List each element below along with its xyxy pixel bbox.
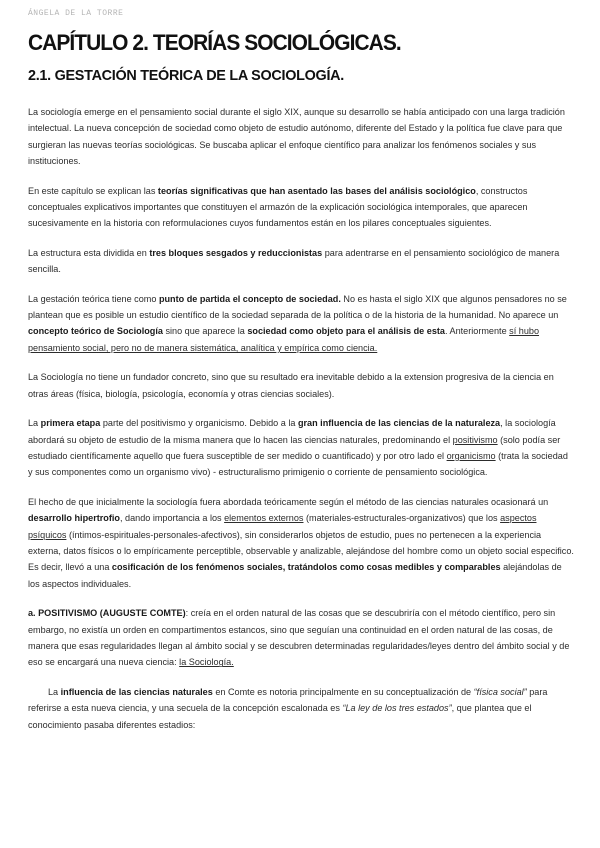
text: La sociología emerge en el pensamiento social durante el siglo XIX, aunque su desarrollo se había anticipado con una larga tradición intelectual. La nueva concepción de sociedad como objeto de estudio autónomo, diferente del Estado y la política fue clave para que surgieran las nuevas teorías sociológicas. Se buscaba aplicar el enfoque científico para analizar los fenómenos sociales y sus instituciones.: [28, 107, 565, 167]
text: La estructura esta dividida en: [28, 247, 150, 258]
bold-text: a. POSITIVISMO (AUGUSTE COMTE): [28, 608, 186, 619]
text: , dando importancia a los: [119, 513, 225, 524]
bold-text: tres bloques sesgados y reduccionistas: [149, 247, 323, 258]
chapter-title: CAPÍTULO 2. TEORÍAS SOCIOLÓGICAS.: [28, 30, 401, 55]
text: (solo podía ser estudiado científicamente aquello que fuera susceptible de ser medido o cuantificado) y por otro lado el: [28, 434, 561, 461]
paragraph-chapter-scope: [28, 183, 574, 232]
text: para adentrarse en el pensamiento sociológico de manera sencilla.: [28, 247, 560, 275]
text: . Anteriormente: [444, 326, 510, 337]
italic-text: “física social”: [473, 686, 527, 697]
paragraph-structure: [28, 245, 574, 278]
underlined-text: positivismo: [452, 434, 498, 445]
text: alejándolas de los aspectos individuales.: [28, 562, 562, 589]
bold-text: gran influencia de las ciencias de la naturaleza: [297, 418, 501, 429]
bold-text: primera etapa: [40, 418, 101, 429]
bold-text: sociedad como objeto para el análisis de esta: [247, 326, 445, 337]
paragraph-no-founder: [28, 369, 574, 402]
text: parte del positivismo y organicismo. Debido a la: [100, 418, 298, 429]
text: (trata la sociedad y sus componentes como un organismo vivo) - estructuralismo primigenio o corriente de pensamiento sociológica.: [28, 450, 568, 478]
text: En este capítulo se explican las: [28, 185, 158, 196]
bold-text: desarrollo hipertrofio: [28, 513, 120, 524]
text: : creía en el orden natural de las cosas que se descubriría con el método científico, pero sin embargo, no existía un orden en compartimentos estancos, sino que seguían una continuidad en el orden natural de las cosas, de manera que esas regularidades llegan al ámbito social y se descubren determinadas regularidades/leyes dentro del ámbito social y de eso se encargará una nueva ciencia:: [28, 608, 570, 668]
paragraph-positivism: [28, 605, 574, 671]
text: , constructos conceptuales explicativos importantes que constituyen el armazón de la explicación sociológica intemporales, que aparecen sucesivamente en la historia con reformulaciones cuyos fundamentos están en los pilares conceptuales siguientes.: [28, 185, 528, 229]
text: en Comte es notoria principalmente en su conceptualización de: [212, 686, 474, 697]
underlined-text: aspectos psíquicos: [28, 513, 537, 540]
underlined-text: la Sociología.: [179, 657, 234, 668]
document-page: [28, 30, 574, 733]
underlined-text: elementos externos: [224, 513, 304, 524]
bold-text: cosificación de los fenómenos sociales, tratándolos como cosas medibles y comparables: [111, 562, 501, 573]
text: , la sociología abordará su objeto de estudio de la misma manera que lo hacen las ciencias naturales, predominando el: [28, 418, 556, 445]
text: La gestación teórica tiene como: [28, 293, 159, 304]
text: sino que aparece la: [162, 326, 248, 337]
text: La: [28, 418, 41, 429]
bold-text: concepto teórico de Sociología: [28, 326, 163, 337]
bold-text: influencia de las ciencias naturales: [60, 686, 213, 697]
paragraph-comte-influence: [28, 684, 574, 733]
bold-text: punto de partida el concepto de sociedad.: [158, 293, 341, 304]
paragraph-first-stage: [28, 415, 574, 481]
text: No es hasta el siglo XIX que algunos pensadores no se plantean que es posible un estudio científico de la sociedad separada de la política o de la historia de la humanidad. No aparece un: [28, 293, 567, 321]
underlined-text: sí hubo pensamiento social, pero no de manera sistemática, analítica y empírica como ciencia.: [28, 326, 540, 353]
section-title: 2.1. GESTACIÓN TEÓRICA DE LA SOCIOLOGÍA.: [28, 67, 344, 84]
italic-text: “La ley de los tres estados”: [342, 703, 452, 714]
text: para referirse a esta nueva ciencia, y una secuela de la concepción escalonada es: [28, 686, 548, 714]
paragraph-intro: [28, 104, 574, 170]
text: (íntimos-espirituales-personales-afectivos), sin considerarlos objetos de estudio, pues no pertenecen a la experiencia externa, datos físicos o lo empíricamente perceptible, observable y analizable, alejándose del hombre como un objeto social especifico. Es decir, llevó a una: [28, 529, 574, 573]
bold-text: teorías significativas que han asentado las bases del análisis sociológico: [157, 185, 476, 196]
paragraph-theoretical-gestation: [28, 291, 574, 357]
author-watermark: ÁNGELA DE LA TORRE: [28, 9, 124, 18]
paragraph-hypertrophic-development: [28, 494, 574, 592]
text: El hecho de que inicialmente la sociología fuera abordada teóricamente según el método de las ciencias naturales ocasionará un: [28, 496, 549, 507]
text: La: [48, 686, 61, 697]
text: (materiales-estructurales-organizativos) que los: [303, 513, 501, 524]
text: La Sociología no tiene un fundador concreto, sino que su resultado era inevitable debido a la extension progresiva de la ciencia en otras áreas (física, biología, psicología, economía y otras ciencias sociales).: [28, 372, 554, 399]
text: , que plantea que el conocimiento pasaba diferentes estadios:: [28, 703, 532, 730]
underlined-text: organicismo: [446, 450, 496, 461]
